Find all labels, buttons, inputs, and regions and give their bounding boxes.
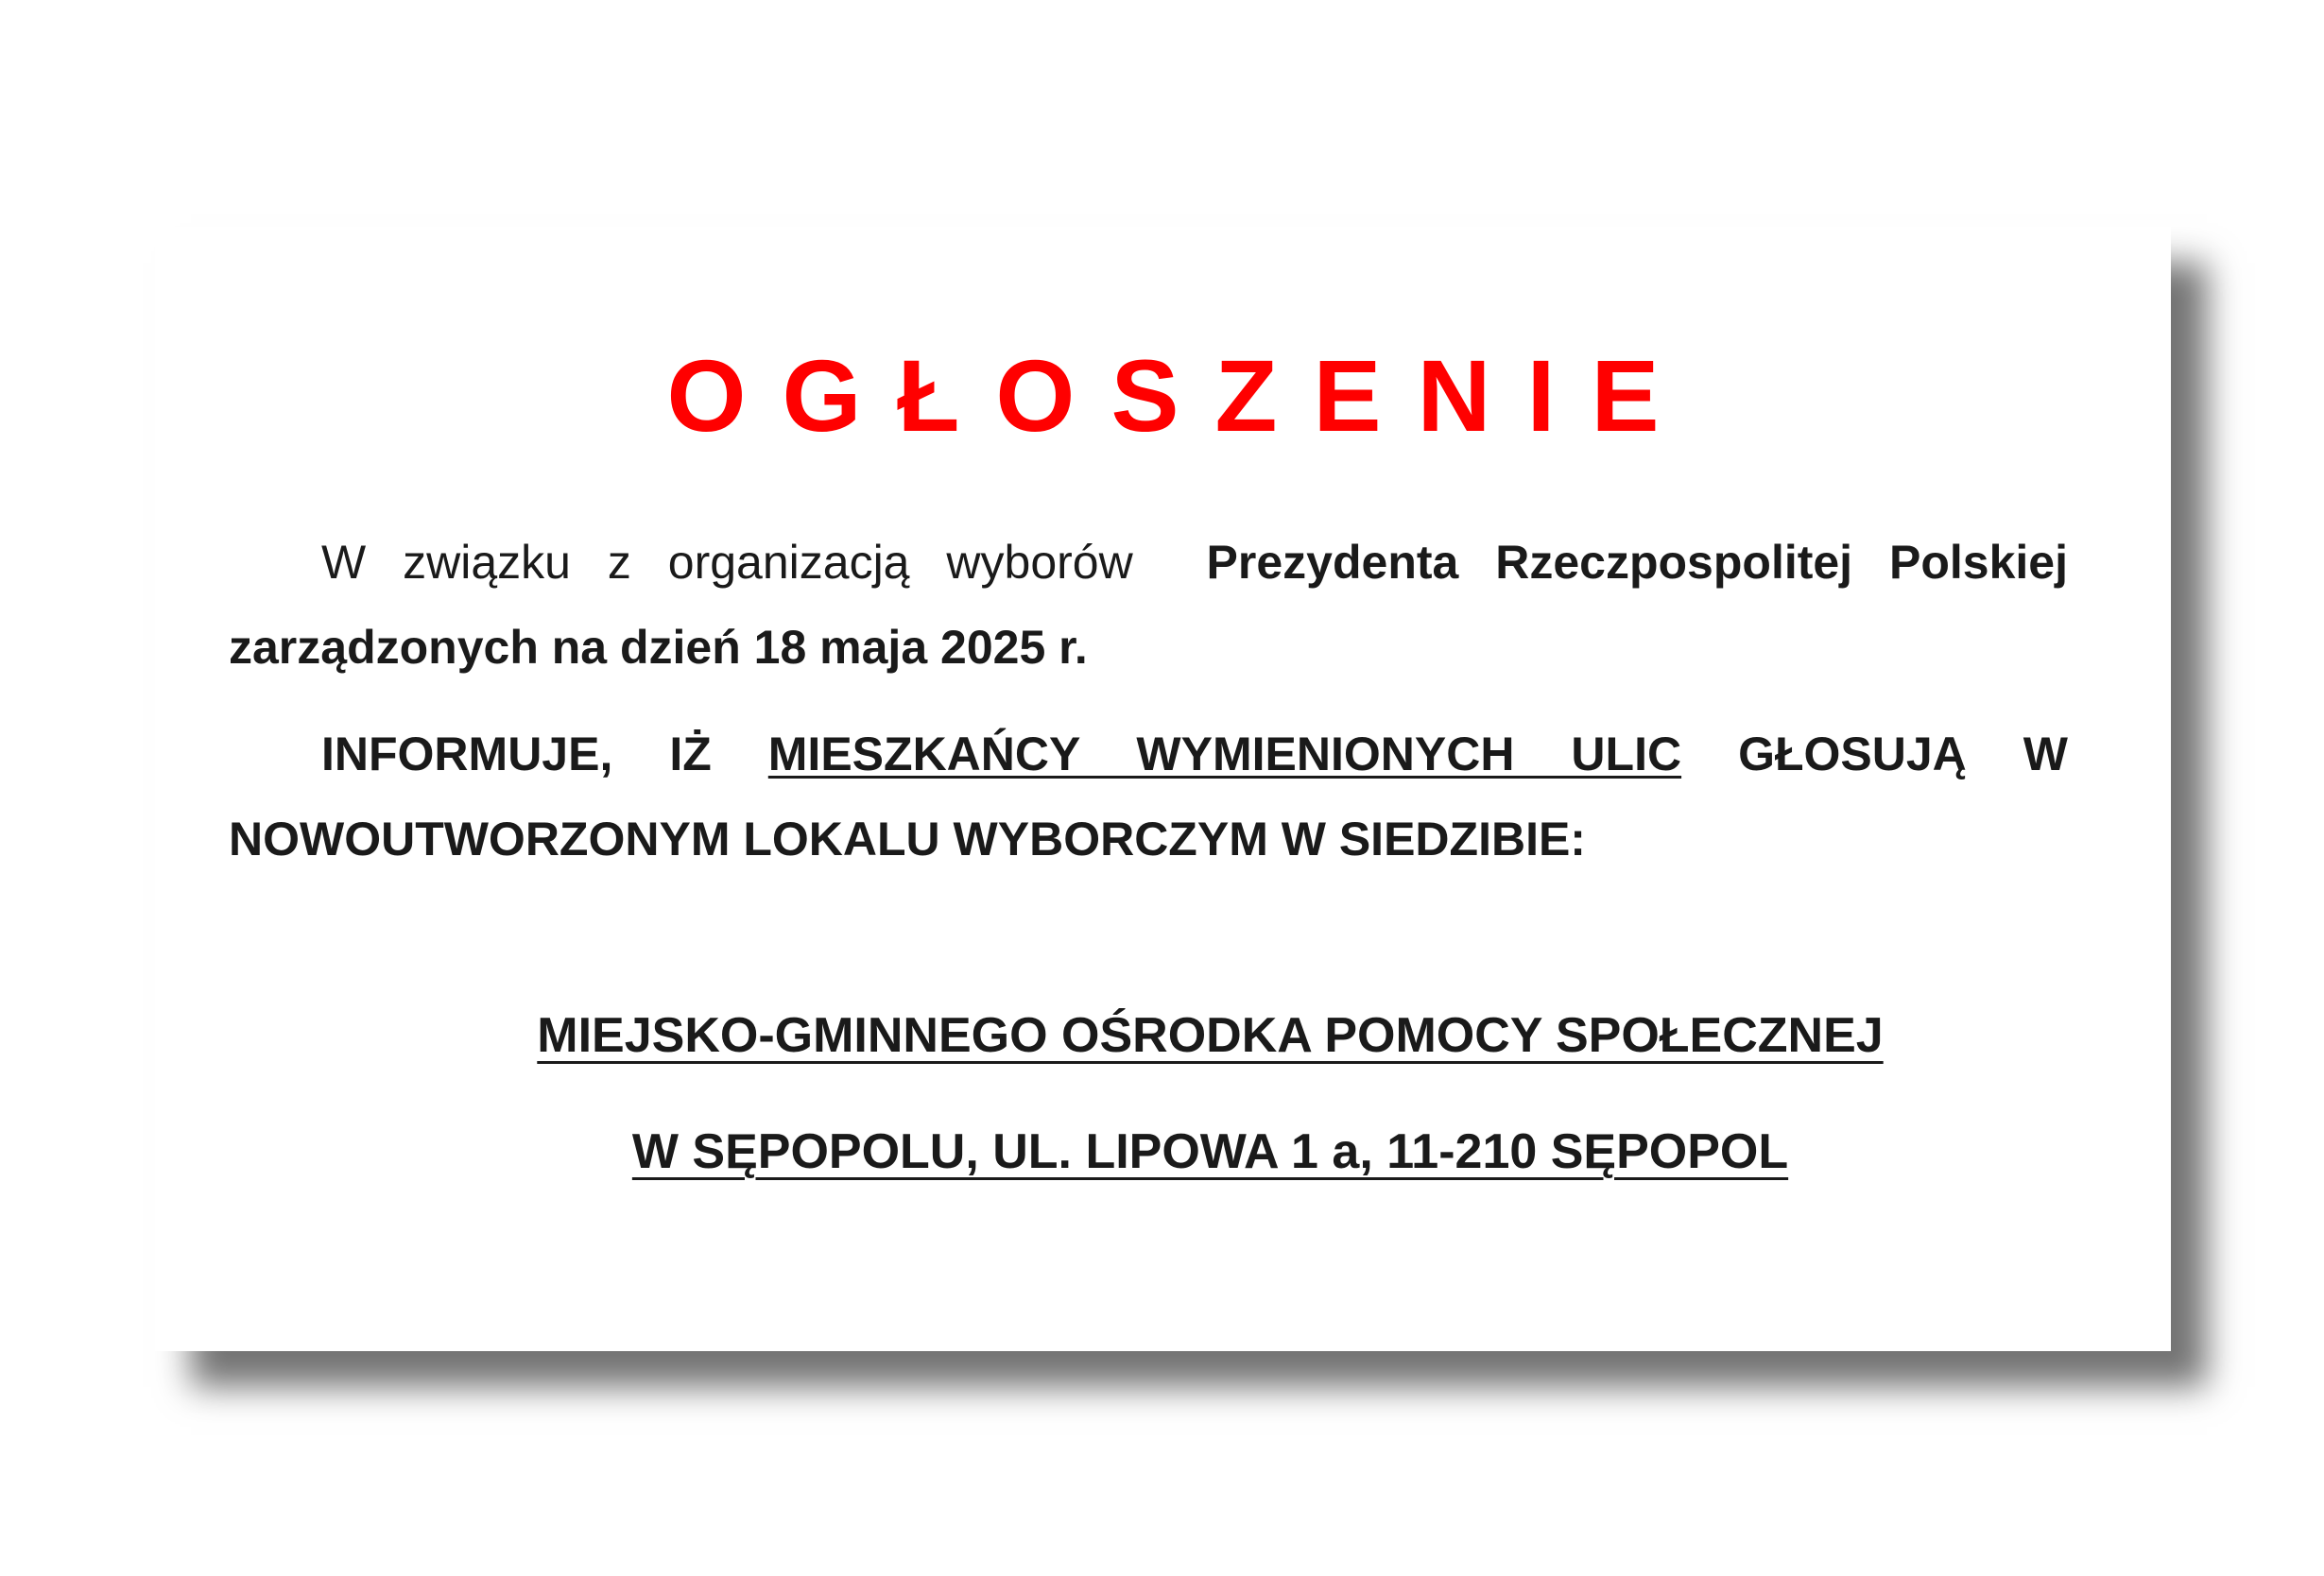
- address-line-institution: MIEJSKO-GMINNEGO OŚRODKA POMOCY SPOŁECZNEJ: [537, 1008, 1884, 1063]
- paragraph-rest-text: GŁOSUJĄ W NOWOUTWORZONYM LOKALU WYBORCZYM W SIEDZIBIE:: [229, 728, 2068, 865]
- paragraph-election-bold-text: Prezydenta Rzeczpospolitej Polskiej zarządzonych na dzień 18 maja 2025 r.: [229, 536, 2068, 674]
- notice-paragraph-information: [229, 711, 2068, 882]
- paragraph-lead-text: INFORMUJE, IŻ: [321, 728, 712, 780]
- notice-paragraph-election: [229, 520, 2068, 690]
- notice-card: [155, 227, 2171, 1351]
- residents-underlined-text: MIESZKAŃCY WYMIENIONYCH ULIC: [767, 728, 1682, 780]
- address-line-street: W SĘPOPOLU, UL. LIPOWA 1 a, 11-210 SĘPOPOL: [631, 1124, 1789, 1179]
- notice-title: OGŁOSZENIE: [666, 338, 1696, 453]
- paragraph-intro-text: W związku z organizacją wyborów: [321, 536, 1133, 589]
